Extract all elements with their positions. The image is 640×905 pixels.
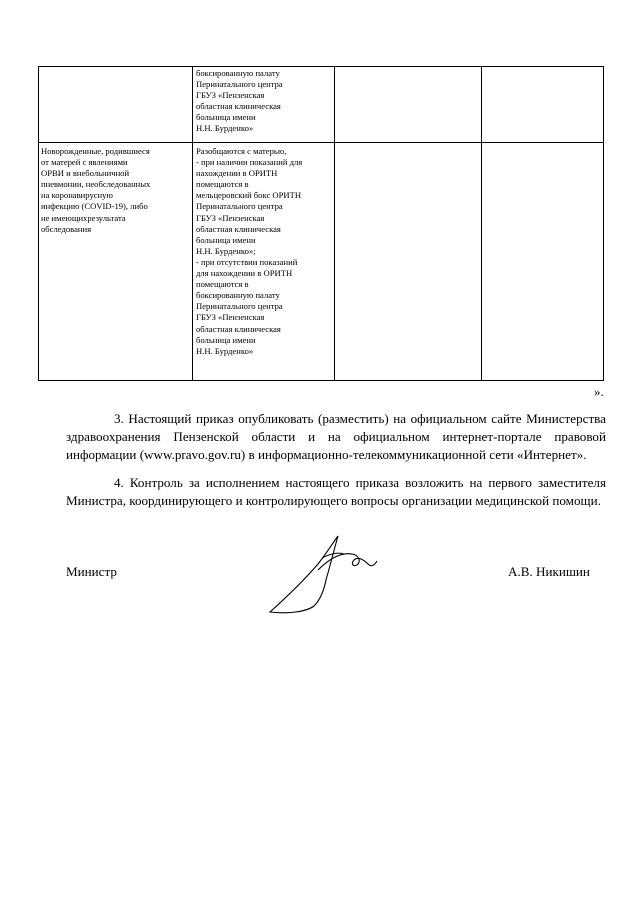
table-cell-r2-c2: Разобщаются с матерью, - при наличии показаний для нахождении в ОРИТН помещаются в мельцеровский бокс ОРИТН Перинатального центра ГБУЗ «Пензенская областная клиническая больница имени Н.Н. Бурденко»; - при отсутствии показаний для нахождении в ОРИТН помещаются в боксированную палату Перинатального центра ГБУЗ «Пензенская областная клиническая больница имени Н.Н. Бурденко» xyxy=(196,146,303,356)
table-line-bottom xyxy=(38,380,604,381)
data-table xyxy=(38,66,604,381)
table-border-right xyxy=(603,66,604,381)
table-line-top xyxy=(38,66,604,67)
signatory-name: А.В. Никишин xyxy=(508,564,590,579)
handwritten-signature xyxy=(262,530,380,618)
table-cell-r2-c1: Новорожденные, родившиеся от матерей с явлениями ОРВИ и внебольничной пневмонии, необследованных на коронавирусную инфекцию (COVID-19), либо не имеющихрезультата обследования xyxy=(41,146,151,234)
table-row-divider xyxy=(38,142,604,143)
signatory-title: Министр xyxy=(66,564,117,579)
table-col-divider-1 xyxy=(192,66,193,381)
table-col-divider-2 xyxy=(334,66,335,381)
table-col-divider-3 xyxy=(481,66,482,381)
closing-quote: ». xyxy=(594,384,604,399)
table-cell-r1-c2: боксированную палату Перинатального центра ГБУЗ «Пензенская областная клиническая больница имени Н.Н. Бурденко» xyxy=(196,68,283,134)
paragraph-4: 4. Контроль за исполнением настоящего приказа возложить на первого заместителя Министра, координирующего и контролирующего вопросы организации медицинской помощи. xyxy=(66,475,606,509)
table-border-left xyxy=(38,66,39,381)
paragraph-3: 3. Настоящий приказ опубликовать (разместить) на официальном сайте Министерства здравоохранения Пензенской области и на официальном интернет-портале правовой информации (www.pravo.gov.ru) в информационно-телекоммуникационной сети «Интернет». xyxy=(66,411,606,463)
